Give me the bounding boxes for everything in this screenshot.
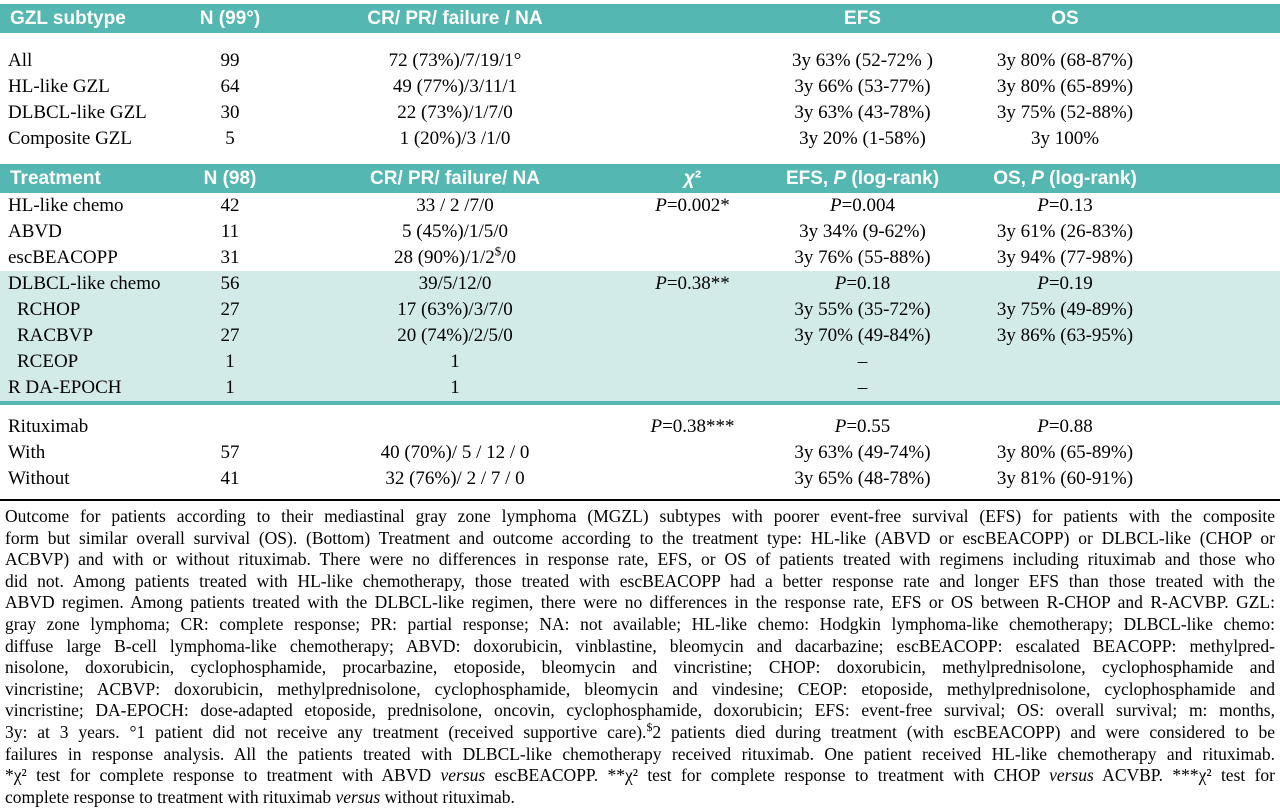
cell-response: 20 (74%)/2/5/0 <box>310 323 600 349</box>
table-row <box>0 100 1280 126</box>
cell-efs: P=0.18 <box>785 271 940 297</box>
cell-os: P=0.13 <box>1037 195 1093 216</box>
subtype-header-band <box>0 4 1280 33</box>
cell-n: 56 <box>150 271 310 297</box>
table-row <box>0 401 1280 440</box>
cell-chi2 <box>600 466 785 492</box>
caption-line: 3y: at 3 years. °1 patient did not receive any treatment (received supportive care).$2 patients died during treatment (with escBEACOPP) and were considered to be <box>5 720 1275 742</box>
figure-table <box>0 4 1280 808</box>
cell-chi2 <box>600 33 785 74</box>
cell-os: 3y 86% (63-95%) <box>940 323 1190 349</box>
cell-chi2 <box>600 349 785 375</box>
cell-response: 33 / 2 /7/0 <box>416 195 494 216</box>
cell-os <box>940 349 1190 375</box>
cell-response: 1 <box>310 375 600 401</box>
cell-os: P=0.88 <box>940 401 1190 440</box>
spacer-cell <box>1190 375 1280 401</box>
caption-line: ACBVP) and with or without rituximab. There were no differences in response rate, EFS, or OS of patients treated with regimens including rituximab and those who <box>5 549 1275 570</box>
section-header-label: Treatment <box>0 152 150 193</box>
cell-os: P=0.19 <box>940 271 1190 297</box>
caption-line: complete response to treatment with rituximab versus without rituximab. <box>5 786 515 807</box>
row-label: ABVD <box>8 221 62 242</box>
cell-chi2 <box>600 245 785 271</box>
cell-os: 3y 81% (60-91%) <box>996 468 1134 489</box>
cell-n: 64 <box>220 76 240 97</box>
row-label: Composite GZL <box>8 128 133 149</box>
spacer-cell <box>1190 297 1280 323</box>
spacer-cell <box>1190 401 1280 440</box>
table-row <box>0 245 1280 271</box>
cell-n <box>150 401 310 440</box>
cell-n: 42 <box>220 195 240 216</box>
cell-n: 41 <box>220 468 240 489</box>
cell-response: 49 (77%)/3/11/1 <box>392 76 518 97</box>
treatment-header-band <box>0 152 1280 193</box>
cell-chi2: P=0.38*** <box>600 401 785 440</box>
cell-response: 5 (45%)/1/5/0 <box>401 221 509 242</box>
spacer-cell <box>1190 126 1280 152</box>
cell-response: 17 (63%)/3/7/0 <box>310 297 600 323</box>
caption-line: nisolone, doxorubicin, cyclophosphamide, procarbazine, etoposide, bleomycin and vincristine; CHOP: doxorubicin, methylprednisolone, cyclophosphamide and <box>5 657 1275 678</box>
cell-os: 3y 80% (65-89%) <box>996 442 1134 463</box>
table-row <box>0 375 1280 401</box>
cell-efs: 3y 76% (55-88%) <box>794 247 931 268</box>
table-row <box>0 126 1280 152</box>
cell-chi2 <box>600 74 785 100</box>
cell-n: 27 <box>150 323 310 349</box>
cell-efs: P=0.004 <box>829 195 896 216</box>
column-header: CR/ PR/ failure / NA <box>310 4 600 33</box>
cell-response: 22 (73%)/1/7/0 <box>397 102 513 123</box>
row-label: HL-like GZL <box>8 76 110 97</box>
caption-line: vincristine; ACBVP: doxorubicin, methylprednisolone, cyclophosphamide, bleomycin and vindesine; CEOP: etoposide, methylprednisolone, cyclophosphamide and <box>5 678 1275 699</box>
table-row <box>0 297 1280 323</box>
row-label: With <box>8 442 46 463</box>
cell-os: 3y 61% (26-83%) <box>996 221 1134 242</box>
caption <box>0 499 1280 808</box>
cell-chi2 <box>600 375 785 401</box>
cell-efs: 3y 66% (53-77%) <box>794 76 931 97</box>
column-header <box>1190 152 1280 193</box>
row-label: DLBCL-like GZL <box>8 102 147 123</box>
cell-n: 57 <box>220 442 240 463</box>
cell-response: 1 (20%)/3 /1/0 <box>399 128 511 149</box>
cell-chi2 <box>600 297 785 323</box>
caption-line: failures in response analysis. All the patients treated with DLBCL-like chemotherapy received rituximab. One patient received HL-like chemotherapy and rituximab. <box>5 743 1275 764</box>
cell-efs: – <box>785 349 940 375</box>
section-header-label: GZL subtype <box>0 4 150 33</box>
caption-line: ABVD regimen. Among patients treated with the DLBCL-like regimen, there were no differences in the response rate, EFS or OS between R-CHOP and R-ACVBP. GZL: <box>5 592 1275 613</box>
cell-n: 30 <box>220 102 240 123</box>
cell-n: 27 <box>150 297 310 323</box>
column-header <box>1190 4 1280 33</box>
caption-line: Outcome for patients according to their mediastinal gray zone lymphoma (MGZL) subtypes with poorer event-free survival (EFS) for patients with the composite <box>5 506 1275 526</box>
column-header: N (99°) <box>150 4 310 33</box>
column-header: OS <box>940 4 1190 33</box>
outcome-table <box>0 4 1280 492</box>
caption-line: diffuse large B-cell lymphoma-like chemotherapy; ABVD: doxorubicin, vinblastine, bleomycin and dacarbazine; escBEACOPP: escalated BEACOPP: methylpred- <box>5 635 1275 656</box>
table-row <box>0 323 1280 349</box>
table-row <box>0 271 1280 297</box>
outcome-table-body <box>0 4 1280 492</box>
column-header <box>600 4 785 33</box>
row-label: RCEOP <box>0 349 150 375</box>
cell-os: 3y 80% (65-89%) <box>996 76 1134 97</box>
cell-n: 99 <box>220 50 240 71</box>
cell-os: 3y 75% (52-88%) <box>996 102 1134 123</box>
table-row <box>0 193 1280 219</box>
row-label: escBEACOPP <box>8 247 118 268</box>
spacer-cell <box>1190 466 1280 492</box>
caption-line: form but similar overall survival (OS). (Bottom) Treatment and outcome according to the treatment type: HL-like (ABVD or escBEACOPP) or DLBCL-like (CHOP or <box>5 527 1275 548</box>
cell-efs: P=0.55 <box>785 401 940 440</box>
cell-chi2 <box>600 126 785 152</box>
table-row <box>0 219 1280 245</box>
spacer-cell <box>1190 219 1280 245</box>
cell-chi2 <box>600 440 785 466</box>
spacer-cell <box>1190 271 1280 297</box>
cell-efs: 3y 70% (49-84%) <box>785 323 940 349</box>
table-row <box>0 33 1280 74</box>
cell-response: 1 <box>310 349 600 375</box>
column-header: N (98) <box>150 152 310 193</box>
caption-line: *χ² test for complete response to treatment with ABVD versus escBEACOPP. **χ² test for complete response to treatment with CHOP versus ACVBP. ***χ² test for <box>5 765 1276 786</box>
cell-response: 72 (73%)/7/19/1° <box>388 50 522 71</box>
cell-efs: 3y 65% (48-78%) <box>794 468 931 489</box>
cell-n: 1 <box>150 349 310 375</box>
row-label: RCHOP <box>0 297 150 323</box>
cell-response: 32 (76%)/ 2 / 7 / 0 <box>385 468 525 489</box>
table-row <box>0 349 1280 375</box>
column-header: OS, P (log-rank) <box>940 152 1190 193</box>
spacer-cell <box>1190 33 1280 74</box>
cell-efs: – <box>785 375 940 401</box>
cell-response: 40 (70%)/ 5 / 12 / 0 <box>380 442 530 463</box>
row-label: HL-like chemo <box>8 195 124 216</box>
spacer-cell <box>1190 323 1280 349</box>
cell-efs: 3y 55% (35-72%) <box>785 297 940 323</box>
row-label: RACBVP <box>0 323 150 349</box>
cell-response <box>310 401 600 440</box>
column-header: EFS, P (log-rank) <box>785 152 940 193</box>
caption-line: gray zone lymphoma; CR: complete response; PR: partial response; NA: not available; HL-like chemo: Hodgkin lymphoma-like chemotherapy; DLBCL-like chemo: <box>5 613 1275 634</box>
spacer-cell <box>1190 74 1280 100</box>
spacer-cell <box>1190 349 1280 375</box>
cell-chi2: P=0.38** <box>600 271 785 297</box>
cell-chi2 <box>600 323 785 349</box>
spacer-cell <box>1190 440 1280 466</box>
cell-efs: 3y 20% (1-58%) <box>799 128 926 149</box>
cell-response: 39/5/12/0 <box>310 271 600 297</box>
cell-chi2 <box>600 219 785 245</box>
table-row <box>0 440 1280 466</box>
cell-efs: 3y 63% (52-72% ) <box>792 50 933 71</box>
caption-line: vincristine; DA-EPOCH: dose-adapted etoposide, prednisolone, oncovin, cyclophosphamide, doxorubicin; EFS: event-free survival; OS: overall survival; m: months, <box>5 700 1275 721</box>
cell-response: 28 (90%)/1/2$/0 <box>393 243 517 268</box>
row-label: R DA-EPOCH <box>0 375 150 401</box>
column-header: χ² <box>600 152 785 193</box>
row-label: All <box>8 50 33 71</box>
spacer-cell <box>1190 245 1280 271</box>
cell-n: 11 <box>220 221 240 242</box>
column-header: EFS <box>785 4 940 33</box>
spacer-cell <box>1190 100 1280 126</box>
cell-n: 31 <box>220 247 240 268</box>
cell-n: 5 <box>225 128 235 149</box>
column-header: CR/ PR/ failure/ NA <box>310 152 600 193</box>
row-label: Without <box>8 468 70 489</box>
cell-efs: 3y 34% (9-62%) <box>799 221 926 242</box>
table-row <box>0 74 1280 100</box>
cell-chi2: P=0.002* <box>655 195 730 216</box>
cell-efs: 3y 63% (49-74%) <box>794 442 931 463</box>
cell-n: 1 <box>150 375 310 401</box>
cell-chi2 <box>600 100 785 126</box>
cell-os: 3y 94% (77-98%) <box>996 247 1134 268</box>
table-row <box>0 466 1280 492</box>
cell-os: 3y 100% <box>1030 128 1100 149</box>
cell-os <box>940 375 1190 401</box>
cell-os: 3y 75% (49-89%) <box>940 297 1190 323</box>
cell-os: 3y 80% (68-87%) <box>996 50 1134 71</box>
row-label: DLBCL-like chemo <box>0 271 150 297</box>
spacer-cell <box>1190 193 1280 219</box>
row-label: Rituximab <box>0 401 150 440</box>
caption-line: did not. Among patients treated with HL-like chemotherapy, those treated with escBEACOPP had a better response rate and longer EFS than those treated with the <box>5 570 1275 591</box>
cell-efs: 3y 63% (43-78%) <box>794 102 931 123</box>
